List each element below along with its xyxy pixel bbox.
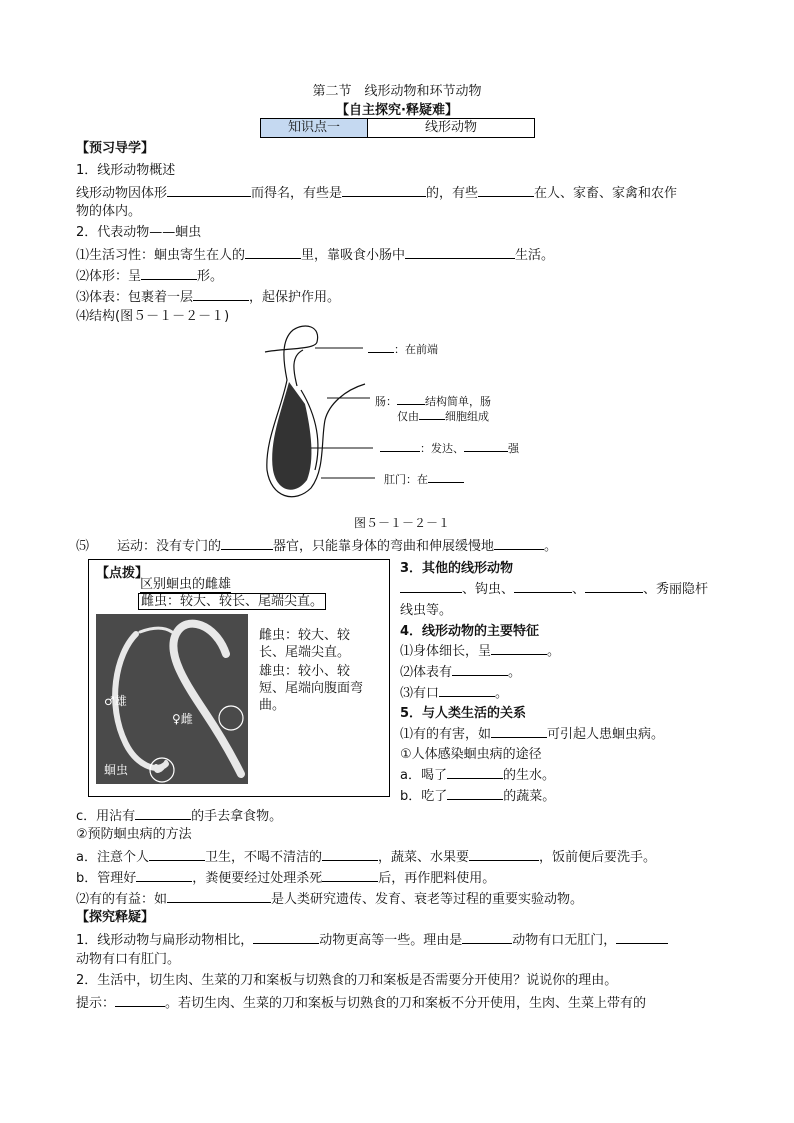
section-2-structure: ⑷结构(图５－１－２－１) [76,309,230,324]
question-2-hint: 提示： 。若切生肉、生菜的刀和案板与切熟食的刀和案板不分开使用，生肉、生菜上带有的 [76,993,646,1012]
section-1-line-1: 线形动物因体形 而得名，有些是 的，有些 在人、家畜、家禽和农作 [76,183,677,202]
question-1: 1．线形动物与扁形动物相比， 动物更高等一些。理由是 动物有口无肛门， [76,930,668,949]
prevention-line-b: b．管理好 ，粪便要经过处理杀死 后，再作肥料使用。 [76,868,495,887]
section-3-title: 3．其他的线形动物 [400,561,514,576]
question-2: 2．生活中，切生肉、生菜的刀和案板与切熟食的刀和案板是否需要分开使用？说说你的理由。 [76,973,618,988]
section-4-title: 4．线形动物的主要特征 [400,624,540,639]
section-4-line-3: ⑶有口 。 [400,682,508,701]
figure-label-gut: 肠： 结构简单，肠 [375,395,491,408]
prevention-title: ②预防蛔虫病的方法 [76,827,192,842]
tip-line-2: 雌虫：较大、较长、尾端尖直。 [138,593,326,610]
section-4-line-1: ⑴身体细长，呈 。 [400,640,560,659]
figure-caption: 图５－１－２－１ [354,516,451,530]
section-3-line-2: 线虫等。 [400,603,453,618]
knowledge-point-topic: 线形动物 [424,120,477,135]
figure-label-reproductive: ：发达、 强 [380,440,519,456]
section-1-line-2: 物的体内。 [76,204,142,219]
benefit-line: ⑵有的有益：如 是人类研究遗传、发育、衰老等过程的重要实验动物。 [76,889,583,908]
question-1-line-2: 动物有口有肛门。 [76,952,181,967]
tip-male-desc: 雄虫：较小、较 短、尾端向腹面弯 曲。 [259,664,364,713]
knowledge-point-table [260,118,535,138]
preview-heading: 【预习导学】 [76,141,155,156]
section-5-line-2: ①人体感染蛔虫病的途径 [400,747,542,762]
tip-heading: 【点拨】 [96,566,149,581]
explore-heading: 【探究释疑】 [76,910,155,925]
photo-label-female: ♀雌 [172,712,193,726]
section-2-habit: ⑴生活习性：蛔虫寄生在人的 里，靠吸食小肠中 生活。 [76,245,554,264]
section-2-motion: ⑸ 运动：没有专门的 器官，只能靠身体的弯曲和伸展缓慢地 。 [76,536,557,555]
figure-label-gut-2: 仅由 细胞组成 [397,410,489,423]
photo-label-name: 蛔虫 [104,763,129,777]
section-5-title: 5．与人类生活的关系 [400,706,527,721]
section-3-line-1: 、钩虫、 、 、秀丽隐杆 [400,578,708,597]
page-title: 第二节 线形动物和环节动物 [312,84,482,99]
knowledge-point-label: 知识点一 [261,119,368,137]
tip-female-desc: 雌虫：较大、较 长、尾端尖直。 [259,628,351,660]
figure-label-mouth: ：在前端 [368,341,438,357]
section-5-line-1: ⑴有的有害，如 可引起人患蛔虫病。 [400,723,664,742]
prevention-line-a: a．注意个人 卫生，不喝不清洁的 ，蔬菜、水果要 ，饭前便后要洗手。 [76,847,656,866]
page-subtitle: 【自主探究·释疑难】 [336,103,458,118]
section-5-line-a: a．喝了 的生水。 [400,764,555,783]
section-2-shape: ⑵体形：呈 形。 [76,266,223,285]
section-4-line-2: ⑵体表有 。 [400,661,521,680]
figure-label-anus: 肛门：在 [384,471,464,487]
tip-line-1: 区别蛔虫的雌雄 [140,577,232,592]
section-1-title: 1．线形动物概述 [76,163,176,178]
section-2-surface: ⑶体表：包裹着一层 ，起保护作用。 [76,287,340,306]
section-2-title: 2．代表动物——蛔虫 [76,225,202,240]
photo-label-male: ♂雄 [104,694,127,708]
section-5-line-c: c．用沾有 的手去拿食物。 [76,806,282,825]
section-5-line-b: b．吃了 的蔬菜。 [400,785,555,804]
